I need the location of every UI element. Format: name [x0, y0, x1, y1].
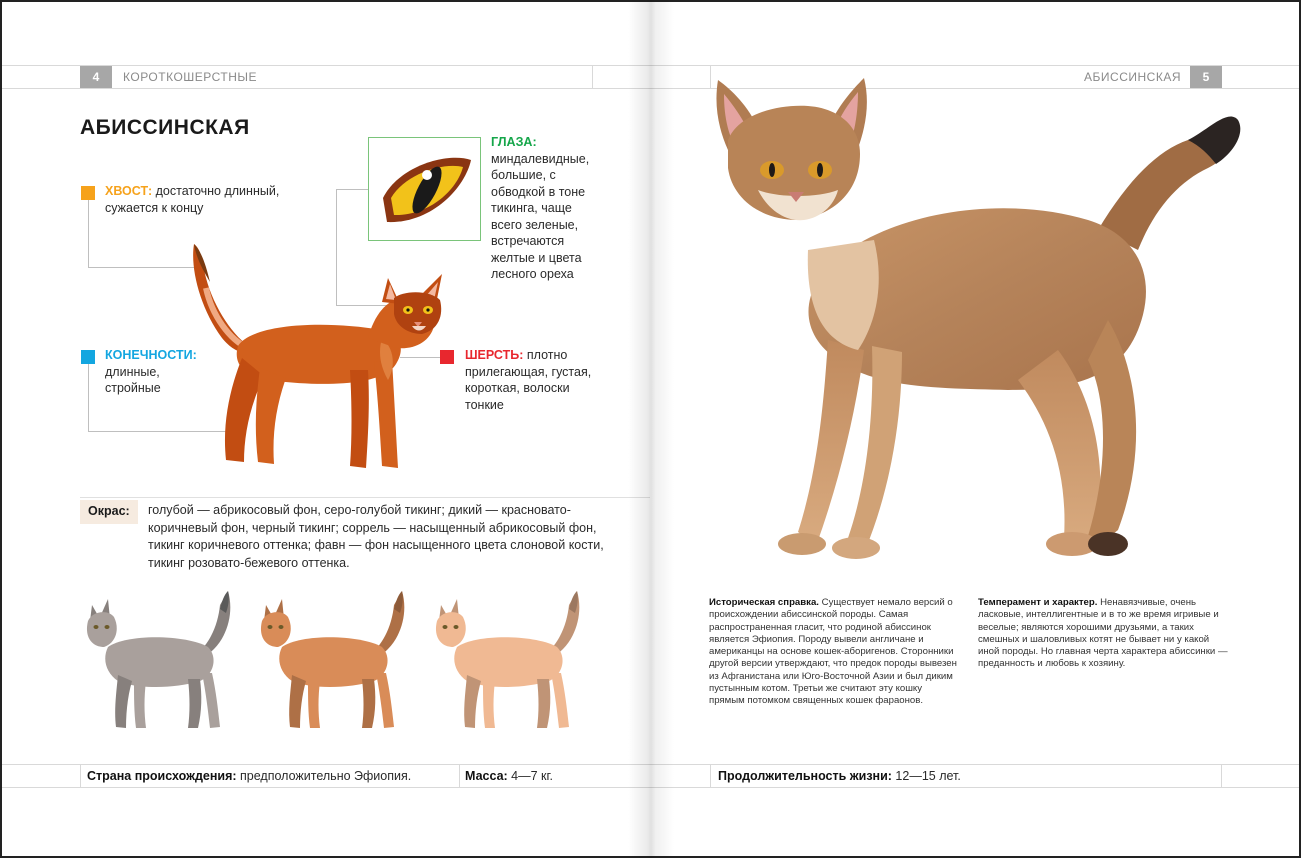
limbs-text: длинные, стройные — [105, 364, 161, 395]
coat-callout: ШЕРСТЬ: плотно прилегающая, густая, короткая, волоски тонкие — [465, 348, 592, 412]
abyssinian-illustration — [182, 238, 452, 478]
origin-value: предположительно Эфиопия. — [236, 769, 412, 783]
temperament-heading: Темперамент и характер. — [978, 597, 1098, 608]
lifespan-label: Продолжительность жизни: — [718, 769, 892, 783]
origin-info — [87, 765, 411, 787]
variant-blue — [78, 585, 248, 735]
eyes-text: миндалевидные, большие, с обводкой в тоне тикинга, чаще всего зеленые, встречаются желтые и цвета лесного ореха — [491, 151, 590, 281]
tail-callout: ХВОСТ: достаточно длинный, сужается к концу — [105, 184, 280, 215]
abyssinian-photo — [688, 70, 1268, 570]
coloring-text: голубой — абрикосовый фон, серо-голубой тикинг; дикий — красновато-коричневый фон, черный тикинг; соррель — насыщенный абрикосовый фон, тикинг коричневого оттенка; фавн — фон насыщенного цвета слоновой кости, тикинг розовато-бежевого оттенка. — [148, 503, 604, 570]
left-page — [0, 0, 650, 858]
eyes-keyword: ГЛАЗА — [491, 135, 533, 149]
lifespan-value: 12—15 лет. — [891, 769, 961, 783]
limbs-callout: КОНЕЧНОСТИ: длинные, стройные — [105, 347, 215, 397]
footer-left — [2, 764, 650, 788]
lifespan-info — [718, 765, 961, 787]
section-name: КОРОТКОШЕРСТНЫЕ — [123, 70, 258, 84]
tail-keyword: ХВОСТ — [105, 184, 148, 198]
limbs-keyword: КОНЕЧНОСТИ — [105, 348, 193, 362]
mass-label: Масса: — [465, 769, 508, 783]
limbs-marker — [81, 350, 95, 364]
mass-info — [465, 765, 553, 787]
temperament-paragraph — [978, 597, 1228, 671]
section-name-right: АБИССИНСКАЯ — [1084, 70, 1181, 84]
right-page — [650, 0, 1301, 858]
variant-fawn — [427, 585, 597, 735]
temperament-text: Ненавязчивые, очень ласковые, интеллигентные и в то же время игривые и веселые; являются хорошими друзьями, а таких смешных и шаловливых котят не бывает ни у какой иной породы. Но главная черта характера абиссинки — преданность и любовь к хозяину. — [978, 597, 1228, 670]
eye-illustration — [368, 137, 481, 241]
history-paragraph — [709, 597, 959, 708]
running-header-left — [2, 65, 650, 89]
history-heading: Историческая справка. — [709, 597, 819, 608]
variant-ruddy — [252, 585, 422, 735]
mass-value: 4—7 кг. — [507, 769, 554, 783]
origin-label: Страна происхождения: — [87, 769, 237, 783]
eye-icon — [369, 138, 480, 240]
coloring-label: Окрас: — [80, 500, 138, 524]
tail-text: достаточно длинный, сужается к концу — [105, 184, 280, 215]
eyes-callout: ГЛАЗА: миндалевидные, большие, с обводкой в тоне тикинга, чаще всего зеленые, встречаются желтые и цвета лесного ореха — [491, 134, 601, 283]
history-text: Существует немало версий о происхождении абиссинской породы. Самая распространенная гласит, что родиной абиссинок является Эфиопия. Породу вывели англичане и американцы на основе кошек-аборигенов. Сторонники другой версии утверждают, что предок породы вывезен из Афганистана или Юго-Восточной Азии и был диким пустынным котом. Третьи же считают эту кошку прямым потомком священных кошек фараонов. — [709, 597, 957, 707]
page-number: 4 — [80, 66, 112, 88]
page-title: АБИССИНСКАЯ — [80, 116, 250, 139]
page-number-right: 5 — [1190, 66, 1222, 88]
footer-right — [650, 764, 1301, 788]
coat-keyword: ШЕРСТЬ — [465, 348, 520, 362]
coat-text: плотно прилегающая, густая, короткая, волоски тонкие — [465, 348, 592, 412]
tail-marker — [81, 186, 95, 200]
